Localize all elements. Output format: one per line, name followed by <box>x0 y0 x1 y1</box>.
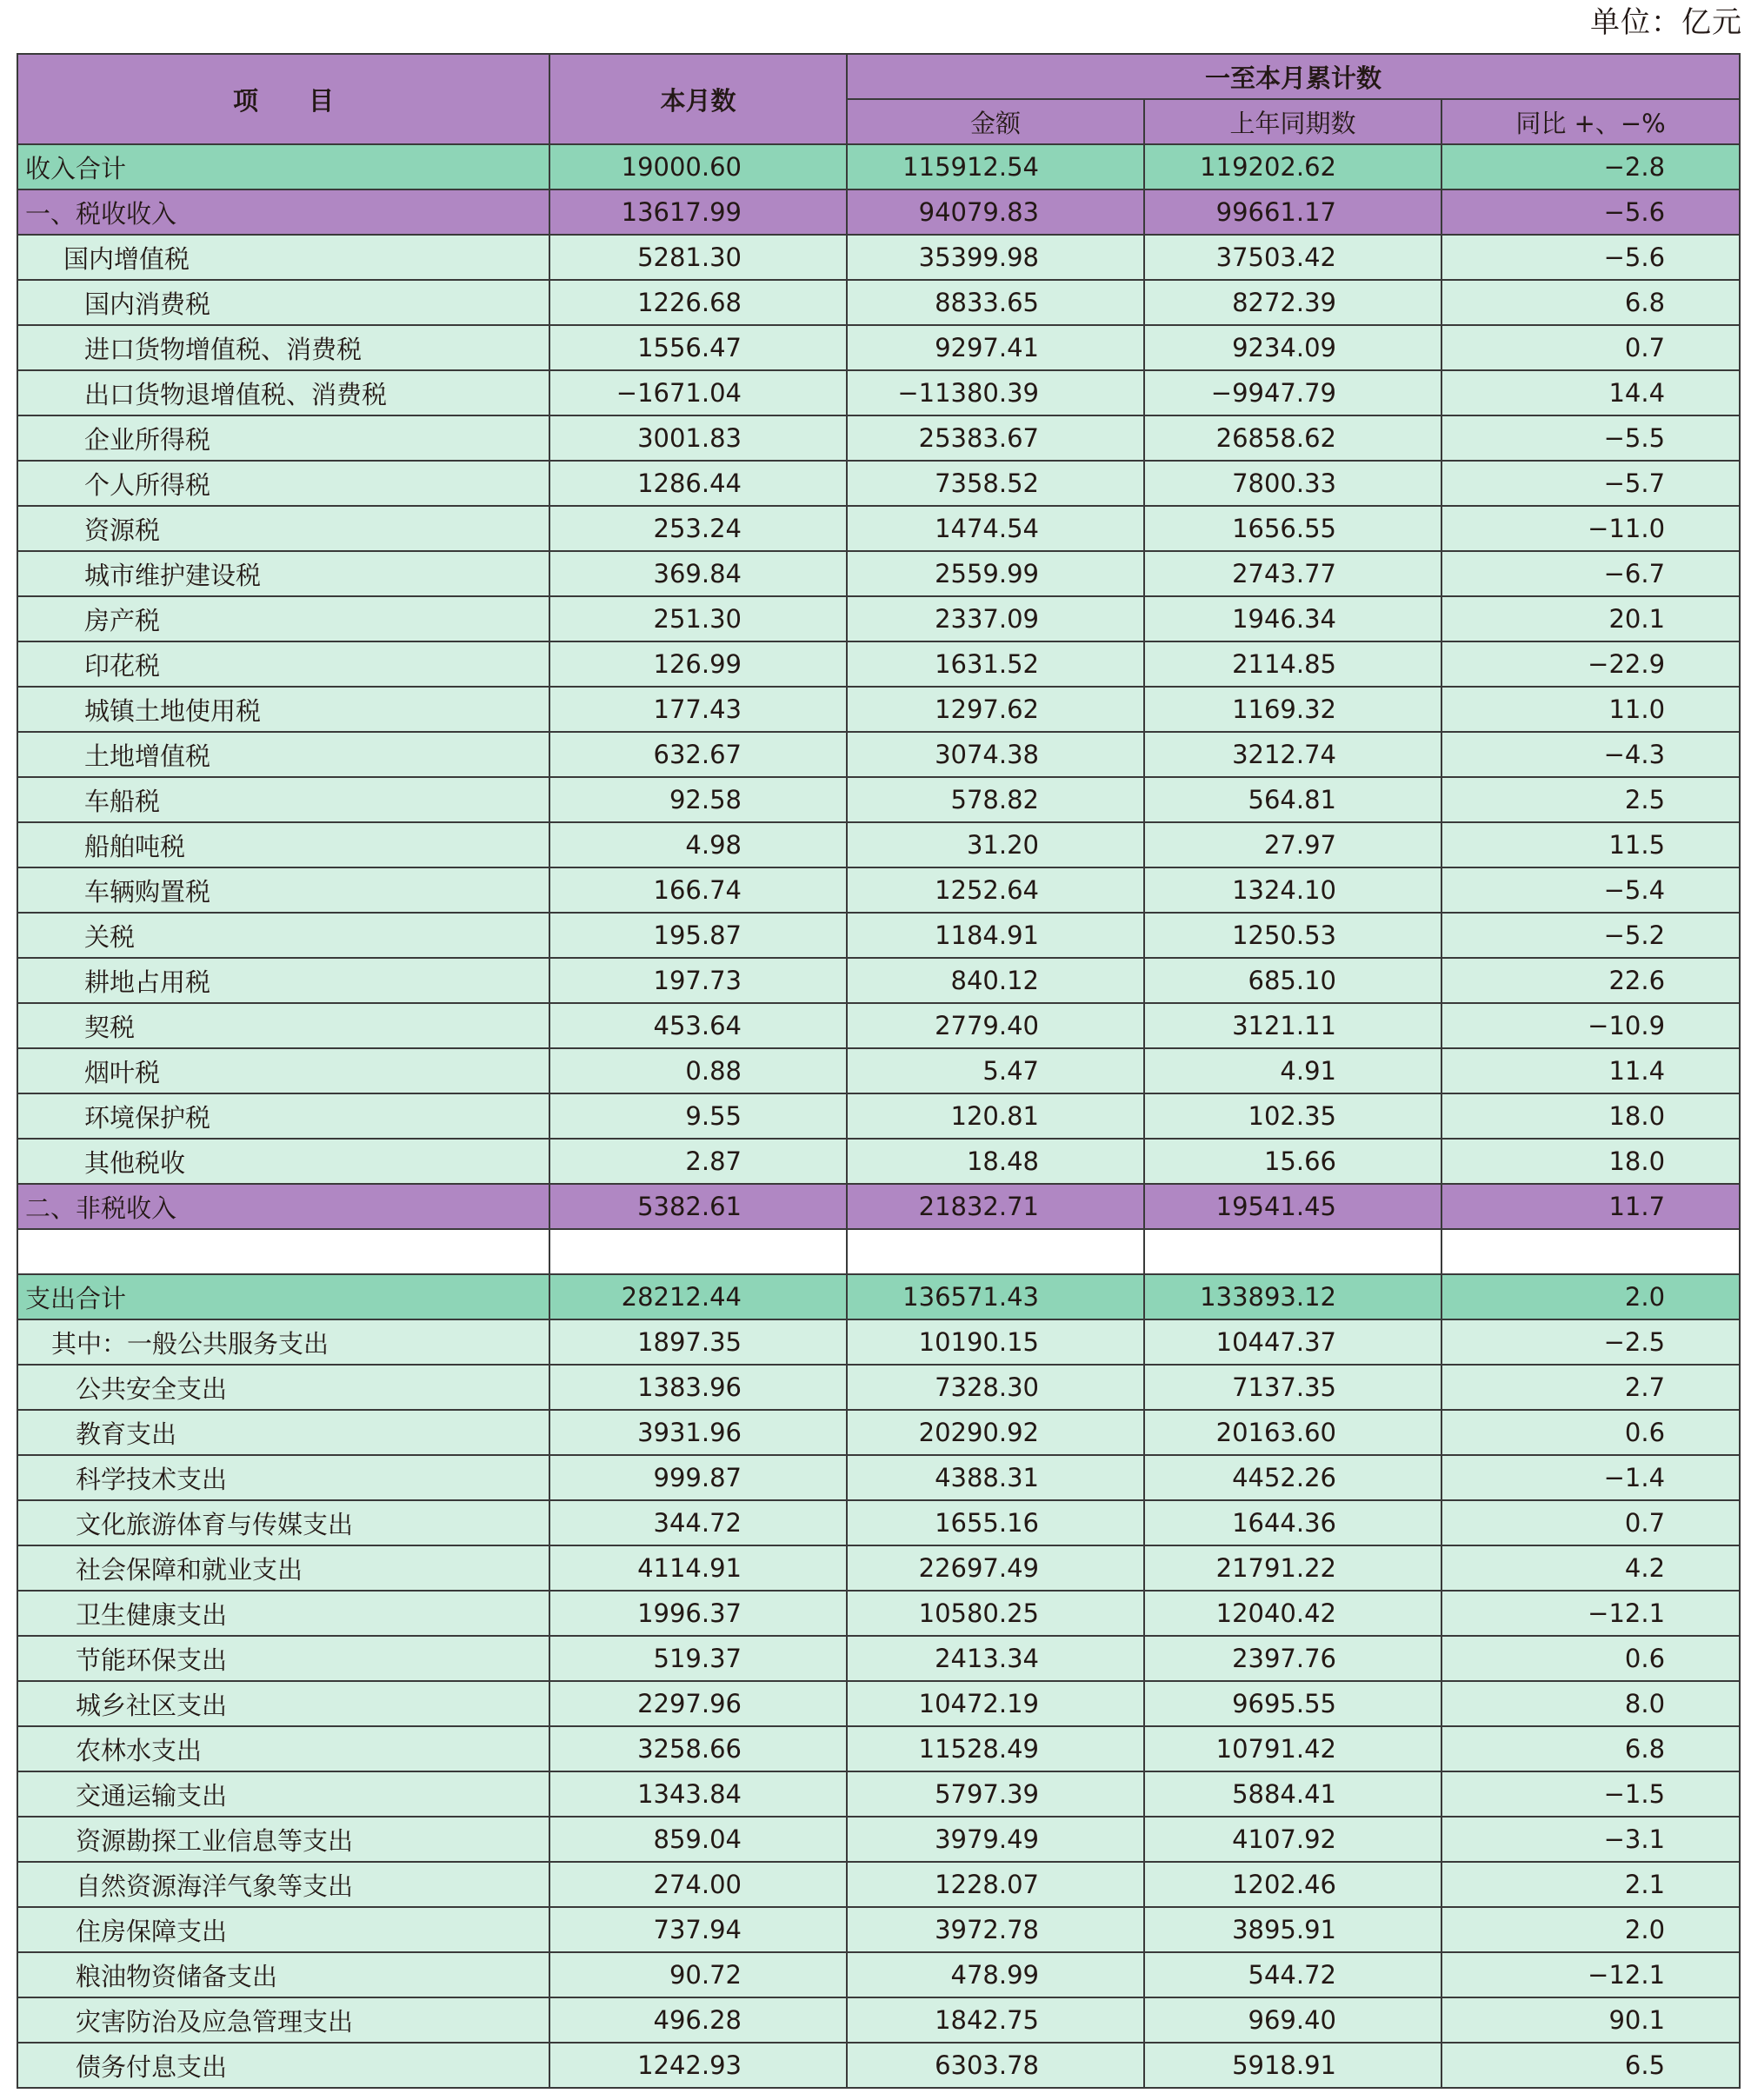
cell-this-month: 1242.93 <box>549 2043 847 2088</box>
cell-amount: 21832.71 <box>847 1184 1144 1229</box>
cell-yoy: −12.1 <box>1441 1952 1740 1997</box>
cell-last-year: 27.97 <box>1144 822 1441 867</box>
row-label: 卫生健康支出 <box>17 1591 549 1636</box>
row-label: 教育支出 <box>17 1410 549 1455</box>
cell-amount: 6303.78 <box>847 2043 1144 2088</box>
header-cumulative: 一至本月累计数 <box>847 54 1740 99</box>
cell-amount: 10580.25 <box>847 1591 1144 1636</box>
cell-yoy: −12.1 <box>1441 1591 1740 1636</box>
cell-amount: 2779.40 <box>847 1003 1144 1048</box>
cell-this-month: 1556.47 <box>549 325 847 370</box>
row-label: 社会保障和就业支出 <box>17 1545 549 1591</box>
cell-amount: 478.99 <box>847 1952 1144 1997</box>
cell-this-month: 92.58 <box>549 777 847 822</box>
cell-yoy <box>1441 1229 1740 1274</box>
cell-this-month: 1897.35 <box>549 1319 847 1365</box>
table-row <box>17 1545 1740 1591</box>
cell-amount: 25383.67 <box>847 415 1144 461</box>
row-label: 文化旅游体育与传媒支出 <box>17 1500 549 1545</box>
cell-last-year: 21791.22 <box>1144 1545 1441 1591</box>
table-row <box>17 461 1740 506</box>
cell-yoy: 11.5 <box>1441 822 1740 867</box>
row-label: 城镇土地使用税 <box>17 687 549 732</box>
row-label: 其他税收 <box>17 1139 549 1184</box>
cell-last-year: 99661.17 <box>1144 189 1441 235</box>
row-label <box>17 1229 549 1274</box>
cell-this-month: 90.72 <box>549 1952 847 1997</box>
cell-yoy: −5.2 <box>1441 913 1740 958</box>
cell-yoy: −5.6 <box>1441 235 1740 280</box>
table-row <box>17 189 1740 235</box>
table-row <box>17 415 1740 461</box>
cell-yoy: 0.6 <box>1441 1636 1740 1681</box>
row-label: 公共安全支出 <box>17 1365 549 1410</box>
table-row <box>17 1500 1740 1545</box>
cell-last-year: 8272.39 <box>1144 280 1441 325</box>
cell-last-year: 37503.42 <box>1144 235 1441 280</box>
cell-this-month: 274.00 <box>549 1862 847 1907</box>
cell-amount: 1655.16 <box>847 1500 1144 1545</box>
cell-this-month: 1226.68 <box>549 280 847 325</box>
cell-amount: 578.82 <box>847 777 1144 822</box>
cell-last-year: 9695.55 <box>1144 1681 1441 1726</box>
cell-this-month: 126.99 <box>549 641 847 687</box>
cell-last-year: −9947.79 <box>1144 370 1441 415</box>
row-label: 关税 <box>17 913 549 958</box>
cell-amount: 5.47 <box>847 1048 1144 1093</box>
cell-amount: 22697.49 <box>847 1545 1144 1591</box>
row-label: 二、非税收入 <box>17 1184 549 1229</box>
cell-yoy: 2.7 <box>1441 1365 1740 1410</box>
cell-this-month: 13617.99 <box>549 189 847 235</box>
cell-yoy: 6.5 <box>1441 2043 1740 2088</box>
row-label: 国内消费税 <box>17 280 549 325</box>
header-yoy: 同比 +、−% <box>1441 99 1740 144</box>
cell-amount: 11528.49 <box>847 1726 1144 1771</box>
row-label: 企业所得税 <box>17 415 549 461</box>
fiscal-table <box>17 53 1741 2089</box>
row-label: 烟叶税 <box>17 1048 549 1093</box>
cell-yoy: 6.8 <box>1441 280 1740 325</box>
cell-yoy: 11.4 <box>1441 1048 1740 1093</box>
cell-last-year: 119202.62 <box>1144 144 1441 189</box>
cell-this-month: 2.87 <box>549 1139 847 1184</box>
cell-yoy: −3.1 <box>1441 1817 1740 1862</box>
table-row <box>17 913 1740 958</box>
table-body <box>17 144 1740 2088</box>
cell-last-year: 3121.11 <box>1144 1003 1441 1048</box>
table-row <box>17 1591 1740 1636</box>
cell-this-month: 166.74 <box>549 867 847 913</box>
table-row <box>17 1681 1740 1726</box>
row-label: 一、税收收入 <box>17 189 549 235</box>
row-label: 耕地占用税 <box>17 958 549 1003</box>
table-row <box>17 1455 1740 1500</box>
cell-last-year: 12040.42 <box>1144 1591 1441 1636</box>
cell-yoy: −11.0 <box>1441 506 1740 551</box>
table-row <box>17 1771 1740 1817</box>
cell-yoy: 8.0 <box>1441 1681 1740 1726</box>
row-label: 出口货物退增值税、消费税 <box>17 370 549 415</box>
cell-last-year: 133893.12 <box>1144 1274 1441 1319</box>
cell-amount: 10472.19 <box>847 1681 1144 1726</box>
row-label: 城乡社区支出 <box>17 1681 549 1726</box>
cell-yoy: −10.9 <box>1441 1003 1740 1048</box>
row-label: 车辆购置税 <box>17 867 549 913</box>
cell-this-month: 2297.96 <box>549 1681 847 1726</box>
table-row <box>17 235 1740 280</box>
table-row <box>17 1003 1740 1048</box>
row-label: 住房保障支出 <box>17 1907 549 1952</box>
row-label: 其中：一般公共服务支出 <box>17 1319 549 1365</box>
cell-amount: 20290.92 <box>847 1410 1144 1455</box>
cell-amount: 1228.07 <box>847 1862 1144 1907</box>
cell-this-month: 0.88 <box>549 1048 847 1093</box>
cell-amount: 1252.64 <box>847 867 1144 913</box>
cell-last-year: 3895.91 <box>1144 1907 1441 1952</box>
cell-this-month: 19000.60 <box>549 144 847 189</box>
table-row <box>17 325 1740 370</box>
cell-last-year: 9234.09 <box>1144 325 1441 370</box>
cell-amount: −11380.39 <box>847 370 1144 415</box>
row-label: 农林水支出 <box>17 1726 549 1771</box>
cell-yoy: 18.0 <box>1441 1093 1740 1139</box>
table-row <box>17 1093 1740 1139</box>
cell-last-year: 1656.55 <box>1144 506 1441 551</box>
cell-this-month: 632.67 <box>549 732 847 777</box>
cell-last-year: 4452.26 <box>1144 1455 1441 1500</box>
table-row <box>17 596 1740 641</box>
cell-yoy: −5.4 <box>1441 867 1740 913</box>
cell-yoy: 20.1 <box>1441 596 1740 641</box>
cell-yoy: −5.5 <box>1441 415 1740 461</box>
table-row <box>17 687 1740 732</box>
cell-amount: 1474.54 <box>847 506 1144 551</box>
row-label: 灾害防治及应急管理支出 <box>17 1997 549 2043</box>
row-label: 资源税 <box>17 506 549 551</box>
cell-yoy: 4.2 <box>1441 1545 1740 1591</box>
cell-yoy: 22.6 <box>1441 958 1740 1003</box>
table-row <box>17 1862 1740 1907</box>
cell-amount: 10190.15 <box>847 1319 1144 1365</box>
cell-this-month: 496.28 <box>549 1997 847 2043</box>
cell-this-month: 28212.44 <box>549 1274 847 1319</box>
cell-last-year: 7800.33 <box>1144 461 1441 506</box>
cell-yoy: −4.3 <box>1441 732 1740 777</box>
cell-this-month: 859.04 <box>549 1817 847 1862</box>
cell-last-year: 2114.85 <box>1144 641 1441 687</box>
cell-this-month: 251.30 <box>549 596 847 641</box>
cell-yoy: −1.4 <box>1441 1455 1740 1500</box>
table-row <box>17 1907 1740 1952</box>
cell-amount: 8833.65 <box>847 280 1144 325</box>
table-row <box>17 867 1740 913</box>
cell-last-year: 2743.77 <box>1144 551 1441 596</box>
row-label: 土地增值税 <box>17 732 549 777</box>
cell-last-year: 10447.37 <box>1144 1319 1441 1365</box>
table-row <box>17 370 1740 415</box>
cell-this-month: 3258.66 <box>549 1726 847 1771</box>
table-row <box>17 144 1740 189</box>
cell-last-year: 4.91 <box>1144 1048 1441 1093</box>
cell-amount <box>847 1229 1144 1274</box>
cell-amount: 2559.99 <box>847 551 1144 596</box>
table-row <box>17 732 1740 777</box>
table-row <box>17 2043 1740 2088</box>
cell-yoy: −5.6 <box>1441 189 1740 235</box>
table-row <box>17 506 1740 551</box>
cell-amount: 840.12 <box>847 958 1144 1003</box>
cell-amount: 1297.62 <box>847 687 1144 732</box>
cell-last-year <box>1144 1229 1441 1274</box>
cell-this-month: 9.55 <box>549 1093 847 1139</box>
row-label: 节能环保支出 <box>17 1636 549 1681</box>
cell-last-year: 2397.76 <box>1144 1636 1441 1681</box>
row-label: 车船税 <box>17 777 549 822</box>
cell-last-year: 4107.92 <box>1144 1817 1441 1862</box>
cell-amount: 18.48 <box>847 1139 1144 1184</box>
table-row <box>17 1184 1740 1229</box>
unit-label: 单位：亿元 <box>1590 5 1742 40</box>
header-item: 项 目 <box>17 54 549 144</box>
header-this-month: 本月数 <box>549 54 847 144</box>
cell-last-year: 1644.36 <box>1144 1500 1441 1545</box>
cell-yoy: 2.0 <box>1441 1907 1740 1952</box>
cell-last-year: 1202.46 <box>1144 1862 1441 1907</box>
cell-amount: 1842.75 <box>847 1997 1144 2043</box>
cell-this-month: 1996.37 <box>549 1591 847 1636</box>
table-row <box>17 1997 1740 2043</box>
cell-this-month: 195.87 <box>549 913 847 958</box>
cell-this-month: 369.84 <box>549 551 847 596</box>
cell-this-month: 344.72 <box>549 1500 847 1545</box>
cell-this-month: 1343.84 <box>549 1771 847 1817</box>
cell-this-month: 197.73 <box>549 958 847 1003</box>
row-label: 契税 <box>17 1003 549 1048</box>
cell-this-month: −1671.04 <box>549 370 847 415</box>
row-label: 支出合计 <box>17 1274 549 1319</box>
cell-last-year: 19541.45 <box>1144 1184 1441 1229</box>
cell-yoy: −2.5 <box>1441 1319 1740 1365</box>
cell-amount: 136571.43 <box>847 1274 1144 1319</box>
row-label: 国内增值税 <box>17 235 549 280</box>
cell-yoy: 11.0 <box>1441 687 1740 732</box>
row-label: 债务付息支出 <box>17 2043 549 2088</box>
table-row <box>17 1636 1740 1681</box>
cell-amount: 115912.54 <box>847 144 1144 189</box>
table-row <box>17 1048 1740 1093</box>
cell-this-month: 4114.91 <box>549 1545 847 1591</box>
cell-yoy: 0.6 <box>1441 1410 1740 1455</box>
cell-amount: 5797.39 <box>847 1771 1144 1817</box>
cell-amount: 94079.83 <box>847 189 1144 235</box>
cell-amount: 4388.31 <box>847 1455 1144 1500</box>
cell-last-year: 685.10 <box>1144 958 1441 1003</box>
cell-this-month: 177.43 <box>549 687 847 732</box>
cell-amount: 3074.38 <box>847 732 1144 777</box>
cell-this-month: 999.87 <box>549 1455 847 1500</box>
cell-yoy: 6.8 <box>1441 1726 1740 1771</box>
cell-yoy: 0.7 <box>1441 1500 1740 1545</box>
table-row <box>17 777 1740 822</box>
row-label: 城市维护建设税 <box>17 551 549 596</box>
cell-this-month: 3001.83 <box>549 415 847 461</box>
row-label: 船舶吨税 <box>17 822 549 867</box>
cell-amount: 3979.49 <box>847 1817 1144 1862</box>
table-row <box>17 280 1740 325</box>
cell-this-month <box>549 1229 847 1274</box>
cell-last-year: 1946.34 <box>1144 596 1441 641</box>
cell-yoy: 2.0 <box>1441 1274 1740 1319</box>
cell-yoy: 11.7 <box>1441 1184 1740 1229</box>
cell-last-year: 1324.10 <box>1144 867 1441 913</box>
row-label: 印花税 <box>17 641 549 687</box>
cell-yoy: 90.1 <box>1441 1997 1740 2043</box>
cell-last-year: 26858.62 <box>1144 415 1441 461</box>
table-header <box>17 54 1740 144</box>
cell-this-month: 519.37 <box>549 1636 847 1681</box>
cell-yoy: −2.8 <box>1441 144 1740 189</box>
cell-amount: 7328.30 <box>847 1365 1144 1410</box>
cell-yoy: 18.0 <box>1441 1139 1740 1184</box>
cell-last-year: 3212.74 <box>1144 732 1441 777</box>
cell-this-month: 737.94 <box>549 1907 847 1952</box>
cell-yoy: −22.9 <box>1441 641 1740 687</box>
table-row <box>17 1726 1740 1771</box>
cell-amount: 7358.52 <box>847 461 1144 506</box>
cell-this-month: 1286.44 <box>549 461 847 506</box>
row-label: 自然资源海洋气象等支出 <box>17 1862 549 1907</box>
cell-yoy: −6.7 <box>1441 551 1740 596</box>
cell-yoy: 2.5 <box>1441 777 1740 822</box>
cell-last-year: 544.72 <box>1144 1952 1441 1997</box>
table-row <box>17 1410 1740 1455</box>
cell-yoy: 14.4 <box>1441 370 1740 415</box>
cell-this-month: 5382.61 <box>549 1184 847 1229</box>
cell-this-month: 4.98 <box>549 822 847 867</box>
cell-this-month: 3931.96 <box>549 1410 847 1455</box>
cell-amount: 120.81 <box>847 1093 1144 1139</box>
cell-amount: 2337.09 <box>847 596 1144 641</box>
table-row <box>17 1274 1740 1319</box>
cell-last-year: 10791.42 <box>1144 1726 1441 1771</box>
table-row <box>17 1139 1740 1184</box>
cell-amount: 1184.91 <box>847 913 1144 958</box>
cell-last-year: 564.81 <box>1144 777 1441 822</box>
row-label: 环境保护税 <box>17 1093 549 1139</box>
cell-yoy: 2.1 <box>1441 1862 1740 1907</box>
row-label: 资源勘探工业信息等支出 <box>17 1817 549 1862</box>
cell-amount: 1631.52 <box>847 641 1144 687</box>
cell-amount: 35399.98 <box>847 235 1144 280</box>
row-label: 交通运输支出 <box>17 1771 549 1817</box>
cell-this-month: 1383.96 <box>549 1365 847 1410</box>
table-row <box>17 1952 1740 1997</box>
row-label: 房产税 <box>17 596 549 641</box>
cell-last-year: 7137.35 <box>1144 1365 1441 1410</box>
cell-last-year: 5884.41 <box>1144 1771 1441 1817</box>
cell-amount: 31.20 <box>847 822 1144 867</box>
table-row <box>17 1229 1740 1274</box>
cell-this-month: 253.24 <box>549 506 847 551</box>
cell-amount: 2413.34 <box>847 1636 1144 1681</box>
table-row <box>17 1365 1740 1410</box>
table-row <box>17 641 1740 687</box>
cell-last-year: 15.66 <box>1144 1139 1441 1184</box>
cell-last-year: 1169.32 <box>1144 687 1441 732</box>
cell-amount: 9297.41 <box>847 325 1144 370</box>
table-row <box>17 822 1740 867</box>
cell-last-year: 1250.53 <box>1144 913 1441 958</box>
cell-yoy: 0.7 <box>1441 325 1740 370</box>
row-label: 粮油物资储备支出 <box>17 1952 549 1997</box>
table-row <box>17 551 1740 596</box>
cell-yoy: −5.7 <box>1441 461 1740 506</box>
cell-last-year: 969.40 <box>1144 1997 1441 2043</box>
cell-this-month: 453.64 <box>549 1003 847 1048</box>
cell-yoy: −1.5 <box>1441 1771 1740 1817</box>
header-amount: 金额 <box>847 99 1144 144</box>
table-row <box>17 958 1740 1003</box>
row-label: 科学技术支出 <box>17 1455 549 1500</box>
table-row <box>17 1319 1740 1365</box>
row-label: 收入合计 <box>17 144 549 189</box>
cell-last-year: 5918.91 <box>1144 2043 1441 2088</box>
cell-last-year: 20163.60 <box>1144 1410 1441 1455</box>
cell-this-month: 5281.30 <box>549 235 847 280</box>
header-last-year: 上年同期数 <box>1144 99 1441 144</box>
table-row <box>17 1817 1740 1862</box>
cell-last-year: 102.35 <box>1144 1093 1441 1139</box>
row-label: 进口货物增值税、消费税 <box>17 325 549 370</box>
cell-amount: 3972.78 <box>847 1907 1144 1952</box>
row-label: 个人所得税 <box>17 461 549 506</box>
